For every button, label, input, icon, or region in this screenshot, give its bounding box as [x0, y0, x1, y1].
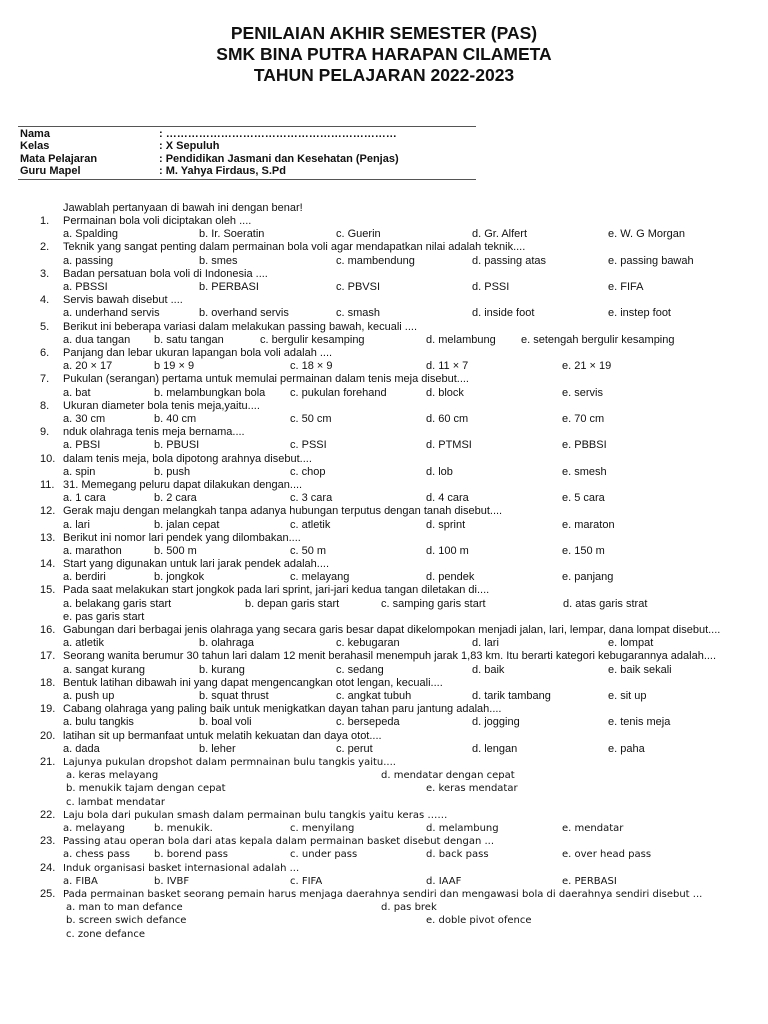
- answer-option[interactable]: e. servis: [562, 386, 603, 399]
- answer-option[interactable]: b. menukik tajam dengan cepat: [66, 783, 226, 795]
- answer-option[interactable]: a. dada: [63, 742, 100, 755]
- question-item: [0, 558, 768, 584]
- option-row: [0, 848, 768, 861]
- question-number: 16.: [40, 624, 56, 637]
- answer-option[interactable]: e. instep foot: [608, 307, 671, 320]
- option-row: [0, 413, 768, 426]
- question-item: [0, 650, 768, 676]
- answer-option[interactable]: e. panjang: [562, 571, 614, 584]
- option-row: [0, 769, 768, 782]
- answer-option[interactable]: c. mambendung: [336, 254, 415, 267]
- question-text: Berikut ini nomor lari pendek yang dilombakan....: [63, 531, 301, 544]
- answer-option[interactable]: e. lompat: [608, 637, 654, 650]
- question-item: [0, 756, 768, 809]
- answer-option[interactable]: c. smash: [336, 307, 381, 320]
- question-text: Cabang olahraga yang paling baik untuk menigkatkan dayan tahan paru jantung adalah....: [63, 703, 502, 716]
- option-row: [0, 228, 768, 241]
- question-text: Panjang dan lebar ukuran lapangan bola voli adalah ....: [63, 346, 333, 359]
- question-item: [0, 241, 768, 267]
- answer-option[interactable]: a. berdiri: [63, 571, 106, 584]
- question-number: 23.: [40, 835, 56, 848]
- answer-option[interactable]: a. belakang garis start: [63, 597, 172, 610]
- answer-option[interactable]: e. tenis meja: [608, 716, 671, 729]
- answer-option[interactable]: b. 40 cm: [154, 412, 197, 425]
- answer-option[interactable]: d. PSSI: [472, 280, 510, 293]
- question-item: [0, 426, 768, 452]
- answer-option[interactable]: d. lengan: [472, 742, 518, 755]
- question-number: 5.: [40, 320, 50, 333]
- answer-option[interactable]: c. kebugaran: [336, 637, 400, 650]
- question-item: [0, 268, 768, 294]
- answer-option[interactable]: d. lari: [472, 637, 499, 650]
- answer-option[interactable]: c. FIFA: [290, 875, 323, 887]
- answer-option[interactable]: e. setengah bergulir kesamping: [521, 333, 675, 346]
- answer-option[interactable]: a. 20 × 17: [63, 360, 113, 373]
- answer-option[interactable]: e. mendatar: [562, 822, 624, 834]
- answer-option[interactable]: a. bat: [63, 386, 91, 399]
- question-text: Ukuran diameter bola tenis meja,yaitu....: [63, 399, 260, 412]
- option-row: [0, 875, 768, 888]
- answer-option[interactable]: b. menukik.: [154, 822, 213, 834]
- info-value: : M. Yahya Firdaus, S.Pd: [159, 165, 286, 178]
- info-value: : ………………………………………………………: [159, 128, 397, 140]
- answer-option[interactable]: e. sit up: [608, 690, 647, 703]
- answer-option[interactable]: a. bulu tangkis: [63, 716, 134, 729]
- option-row: [0, 716, 768, 729]
- option-row: [0, 334, 768, 347]
- question-number: 3.: [40, 267, 50, 280]
- question-number: 6.: [40, 346, 50, 359]
- header-title: PENILAIAN AKHIR SEMESTER (PAS): [230, 23, 538, 43]
- answer-option[interactable]: a. man to man defance: [66, 902, 183, 914]
- info-label: Mata Pelajaran: [20, 152, 98, 165]
- answer-option[interactable]: c. under pass: [290, 849, 358, 861]
- option-row: [0, 492, 768, 505]
- question-number: 21.: [40, 756, 56, 768]
- question-item: [0, 294, 768, 320]
- question-item: [0, 703, 768, 729]
- answer-option[interactable]: a. marathon: [63, 544, 122, 557]
- answer-option[interactable]: b. smes: [199, 254, 238, 267]
- option-row: [0, 360, 768, 373]
- question-text: latihan sit up bermanfaat untuk melatih kekuatan dan daya otot....: [63, 729, 382, 742]
- option-row: [0, 743, 768, 756]
- answer-option[interactable]: d. lob: [426, 465, 453, 478]
- answer-option[interactable]: c. menyilang: [290, 822, 355, 834]
- question-item: [0, 321, 768, 347]
- question-number: 19.: [40, 703, 56, 716]
- answer-option[interactable]: d. 100 m: [426, 544, 469, 557]
- answer-option[interactable]: d. 11 × 7: [426, 360, 469, 373]
- question-item: [0, 532, 768, 558]
- answer-option[interactable]: d. inside foot: [472, 307, 535, 320]
- question-text: Pada permainan basket seorang pemain harus menjaga daerahnya sendiri dan mengawasi bola di daerahnya sendiri disebut ...: [63, 888, 703, 900]
- option-row: [0, 439, 768, 452]
- header-school: SMK BINA PUTRA HARAPAN CILAMETA: [216, 44, 552, 64]
- option-row: [0, 928, 768, 941]
- info-row-kelas: [18, 140, 476, 152]
- answer-option[interactable]: a. PBSI: [63, 439, 101, 452]
- question-item: [0, 215, 768, 241]
- answer-option[interactable]: d. block: [426, 386, 464, 399]
- question-number: 11.: [40, 478, 55, 491]
- answer-option[interactable]: e. W. G Morgan: [608, 228, 686, 241]
- option-row: [0, 307, 768, 320]
- option-row: [0, 914, 768, 927]
- student-info-table: [18, 126, 476, 180]
- answer-option[interactable]: e. pas garis start: [63, 610, 145, 623]
- answer-option[interactable]: d. pas brek: [381, 902, 437, 914]
- answer-option[interactable]: e. maraton: [562, 518, 615, 531]
- info-row-mapel: [18, 153, 476, 165]
- answer-option[interactable]: c. bersepeda: [336, 716, 400, 729]
- question-item: [0, 888, 768, 941]
- option-row: [0, 637, 768, 650]
- answer-option[interactable]: d. back pass: [426, 849, 489, 861]
- answer-option[interactable]: b. boal voli: [199, 716, 252, 729]
- question-text: Laju bola dari pukulan smash dalam permainan bulu tangkis yaitu keras ……: [63, 809, 448, 821]
- answer-option[interactable]: a. melayang: [63, 822, 126, 834]
- question-item: [0, 862, 768, 888]
- answer-option[interactable]: e. 150 m: [562, 544, 605, 557]
- question-item: [0, 835, 768, 861]
- answer-option[interactable]: c. perut: [336, 742, 373, 755]
- question-text: Passing atau operan bola dari atas kepala dalam permainan basket disebut dengan ...: [63, 836, 495, 848]
- question-number: 8.: [40, 399, 50, 412]
- question-item: [0, 505, 768, 531]
- question-text: Gabungan dari berbagai jenis olahraga yang secara garis besar dapat dikelompokan menjadi jalan, lari, lempar, dana lompat disebut....: [63, 624, 721, 637]
- question-item: [0, 624, 768, 650]
- question-number: 18.: [40, 676, 56, 689]
- answer-option[interactable]: a. spin: [63, 465, 96, 478]
- question-number: 2.: [40, 241, 50, 254]
- info-label: Kelas: [20, 140, 50, 153]
- instruction-text: Jawablah pertanyaan di bawah ini dengan benar!: [63, 202, 303, 214]
- option-row: [0, 519, 768, 532]
- option-row: [0, 255, 768, 268]
- question-number: 22.: [40, 808, 56, 821]
- answer-option[interactable]: c. PBVSI: [336, 280, 381, 293]
- answer-option[interactable]: d. mendatar dengan cepat: [381, 770, 515, 782]
- answer-option[interactable]: a. atletik: [63, 637, 104, 650]
- answer-option[interactable]: a. FIBA: [63, 875, 98, 887]
- question-text: Permainan bola voli diciptakan oleh ....: [63, 215, 252, 227]
- answer-option[interactable]: c. sedang: [336, 663, 384, 676]
- answer-option[interactable]: b. 2 cara: [154, 492, 197, 505]
- question-number: 25.: [40, 887, 56, 900]
- question-text: Pukulan (serangan) pertama untuk memulai permainan dalam tenis meja disebut....: [63, 373, 469, 386]
- answer-option[interactable]: d. melambung: [426, 822, 499, 834]
- question-text: Pada saat melakukan start jongkok pada lari sprint, jari-jari kedua tangan diletakan di....: [63, 584, 490, 597]
- question-text: Teknik yang sangat penting dalam permainan bola voli agar mendapatkan nilai adalah teknik....: [63, 241, 526, 254]
- question-text: 31. Memegang peluru dapat dilakukan dengan....: [63, 478, 303, 491]
- answer-option[interactable]: e. 5 cara: [562, 492, 605, 505]
- option-row: [0, 281, 768, 294]
- answer-option[interactable]: a. 30 cm: [63, 412, 106, 425]
- answer-option[interactable]: e. 21 × 19: [562, 360, 612, 373]
- answer-option[interactable]: a. Spalding: [63, 228, 119, 241]
- option-row: [0, 901, 768, 914]
- option-row: [0, 690, 768, 703]
- answer-option[interactable]: b. Ir. Soeratin: [199, 228, 265, 241]
- answer-option[interactable]: e. over head pass: [562, 849, 652, 861]
- answer-option[interactable]: b. push: [154, 465, 191, 478]
- answer-option[interactable]: c. samping garis start: [381, 597, 486, 610]
- option-row: [0, 545, 768, 558]
- answer-option[interactable]: e. 70 cm: [562, 412, 605, 425]
- answer-option[interactable]: b. depan garis start: [245, 597, 340, 610]
- option-row: [0, 796, 768, 809]
- option-row: [0, 598, 768, 611]
- answer-option[interactable]: e. PBBSI: [562, 439, 607, 452]
- question-number: 24.: [40, 861, 56, 874]
- question-item: [0, 347, 768, 373]
- answer-option[interactable]: b. 500 m: [154, 544, 197, 557]
- answer-option[interactable]: c. 50 cm: [290, 412, 332, 425]
- question-number: 4.: [40, 294, 50, 307]
- option-row: [0, 466, 768, 479]
- option-row: [0, 664, 768, 677]
- question-text: Seorang wanita berumur 30 tahun lari dalam 12 menit berahasil menempuh jarak 1,83 km. Itu berarti kategori kebugarannya adalah....: [63, 650, 717, 663]
- question-number: 1.: [40, 215, 50, 227]
- option-row: [0, 782, 768, 795]
- answer-option[interactable]: b. jalan cepat: [154, 518, 220, 531]
- answer-option[interactable]: d. pendek: [426, 571, 475, 584]
- answer-option[interactable]: d. sprint: [426, 518, 466, 531]
- question-text: Induk organisasi basket internasional adalah ...: [63, 862, 300, 874]
- info-row-guru: [18, 165, 476, 177]
- answer-option[interactable]: e. passing bawah: [608, 254, 694, 267]
- answer-option[interactable]: a. underhand servis: [63, 307, 160, 320]
- question-text: nduk olahraga tenis meja bernama....: [63, 426, 245, 439]
- answer-option[interactable]: c. atletik: [290, 518, 331, 531]
- info-value: : X Sepuluh: [159, 140, 220, 153]
- answer-option[interactable]: d. Gr. Alfert: [472, 228, 528, 241]
- question-text: Berikut ini beberapa variasi dalam melakukan passing bawah, kecuali ....: [63, 320, 418, 333]
- answer-option[interactable]: a. chess pass: [63, 849, 130, 861]
- answer-option[interactable]: d. passing atas: [472, 254, 546, 267]
- answer-option[interactable]: b. melambungkan bola: [154, 386, 266, 399]
- answer-option[interactable]: b 19 × 9: [154, 360, 195, 373]
- answer-option[interactable]: a. keras melayang: [66, 770, 159, 782]
- question-item: [0, 400, 768, 426]
- answer-option[interactable]: e. PERBASI: [562, 875, 617, 887]
- answer-option[interactable]: d. melambung: [426, 333, 496, 346]
- question-text: Lajunya pukulan dropshot dalam permnainan bulu tangkis yaitu....: [63, 757, 396, 768]
- option-row: [0, 611, 768, 624]
- answer-option[interactable]: c. lambat mendatar: [66, 796, 165, 808]
- question-item: [0, 809, 768, 835]
- question-text: Start yang digunakan untuk lari jarak pendek adalah....: [63, 558, 330, 571]
- option-row: [0, 822, 768, 835]
- info-row-nama: [18, 128, 476, 140]
- question-item: [0, 730, 768, 756]
- question-text: dalam tenis meja, bola dipotong arahnya disebut....: [63, 452, 312, 465]
- answer-option[interactable]: c. bergulir kesamping: [260, 333, 365, 346]
- answer-option[interactable]: d. jogging: [472, 716, 520, 729]
- answer-option[interactable]: c. 18 × 9: [290, 360, 333, 373]
- question-text: Servis bawah disebut ....: [63, 294, 183, 307]
- question-number: 20.: [40, 729, 56, 742]
- answer-option[interactable]: c. 50 m: [290, 544, 327, 557]
- question-text: Gerak maju dengan melangkah tanpa adanya hubungan terputus dengan tanah disebut....: [63, 505, 503, 518]
- question-item: [0, 453, 768, 479]
- answer-option[interactable]: e. paha: [608, 742, 645, 755]
- answer-option[interactable]: b. screen swich defance: [66, 915, 187, 927]
- answer-option[interactable]: e. baik sekali: [608, 663, 672, 676]
- answer-option[interactable]: b. IVBF: [154, 875, 190, 887]
- answer-option[interactable]: d. baik: [472, 663, 505, 676]
- question-item: [0, 677, 768, 703]
- answer-option[interactable]: c. zone defance: [66, 928, 146, 940]
- question-text: Bentuk latihan dibawah ini yang dapat mengencangkan otot lengan, kecuali....: [63, 676, 443, 689]
- answer-option[interactable]: d. atas garis strat: [563, 597, 648, 610]
- answer-option[interactable]: c. pukulan forehand: [290, 386, 387, 399]
- answer-option[interactable]: b. squat thrust: [199, 690, 269, 703]
- question-item: [0, 584, 768, 624]
- question-number: 13.: [40, 531, 56, 544]
- answer-option[interactable]: b. overhand servis: [199, 307, 289, 320]
- info-value: : Pendidikan Jasmani dan Kesehatan (Penjas): [159, 152, 399, 165]
- question-number: 14.: [40, 558, 56, 571]
- answer-option[interactable]: c. melayang: [290, 571, 350, 584]
- answer-option[interactable]: a. push up: [63, 690, 115, 703]
- option-row: [0, 571, 768, 584]
- question-number: 9.: [40, 426, 50, 439]
- answer-option[interactable]: d. IAAF: [426, 875, 462, 887]
- document-header: [0, 23, 768, 86]
- answer-option[interactable]: b. borend pass: [154, 849, 228, 861]
- question-list: [0, 215, 768, 941]
- question-number: 7.: [40, 373, 50, 386]
- answer-option[interactable]: a. 1 cara: [63, 492, 106, 505]
- question-item: [0, 479, 768, 505]
- answer-option[interactable]: b. PBUSI: [154, 439, 200, 452]
- info-label: Nama: [20, 128, 50, 140]
- answer-option[interactable]: e. smesh: [562, 465, 607, 478]
- answer-option[interactable]: c. 3 cara: [290, 492, 333, 505]
- question-number: 17.: [40, 650, 56, 663]
- info-label: Guru Mapel: [20, 165, 81, 178]
- answer-option[interactable]: d. 4 cara: [426, 492, 469, 505]
- option-row: [0, 387, 768, 400]
- answer-option[interactable]: d. PTMSI: [426, 439, 472, 452]
- answer-option[interactable]: b. leher: [199, 742, 236, 755]
- question-number: 15.: [40, 584, 56, 597]
- answer-option[interactable]: c. PSSI: [290, 439, 327, 452]
- answer-option[interactable]: b. olahraga: [199, 637, 255, 650]
- answer-option[interactable]: a. lari: [63, 518, 90, 531]
- question-text: Badan persatuan bola voli di Indonesia ....: [63, 267, 268, 280]
- answer-option[interactable]: e. doble pivot ofence: [426, 915, 532, 927]
- answer-option[interactable]: b. satu tangan: [154, 333, 224, 346]
- answer-option[interactable]: c. Guerin: [336, 228, 381, 241]
- answer-option[interactable]: a. sangat kurang: [63, 663, 145, 676]
- question-number: 12.: [40, 505, 56, 518]
- answer-option[interactable]: e. keras mendatar: [426, 783, 518, 795]
- answer-option[interactable]: a. dua tangan: [63, 333, 131, 346]
- answer-option[interactable]: c. angkat tubuh: [336, 690, 412, 703]
- answer-option[interactable]: b. kurang: [199, 663, 245, 676]
- question-number: 10.: [40, 452, 56, 465]
- question-item: [0, 373, 768, 399]
- answer-option[interactable]: c. chop: [290, 465, 326, 478]
- answer-option[interactable]: a. PBSSI: [63, 280, 108, 293]
- answer-option[interactable]: e. FIFA: [608, 280, 644, 293]
- answer-option[interactable]: d. tarik tambang: [472, 690, 551, 703]
- answer-option[interactable]: a. passing: [63, 254, 114, 267]
- answer-option[interactable]: d. 60 cm: [426, 412, 469, 425]
- answer-option[interactable]: b. jongkok: [154, 571, 205, 584]
- answer-option[interactable]: b. PERBASI: [199, 280, 259, 293]
- header-year: TAHUN PELAJARAN 2022-2023: [253, 65, 515, 85]
